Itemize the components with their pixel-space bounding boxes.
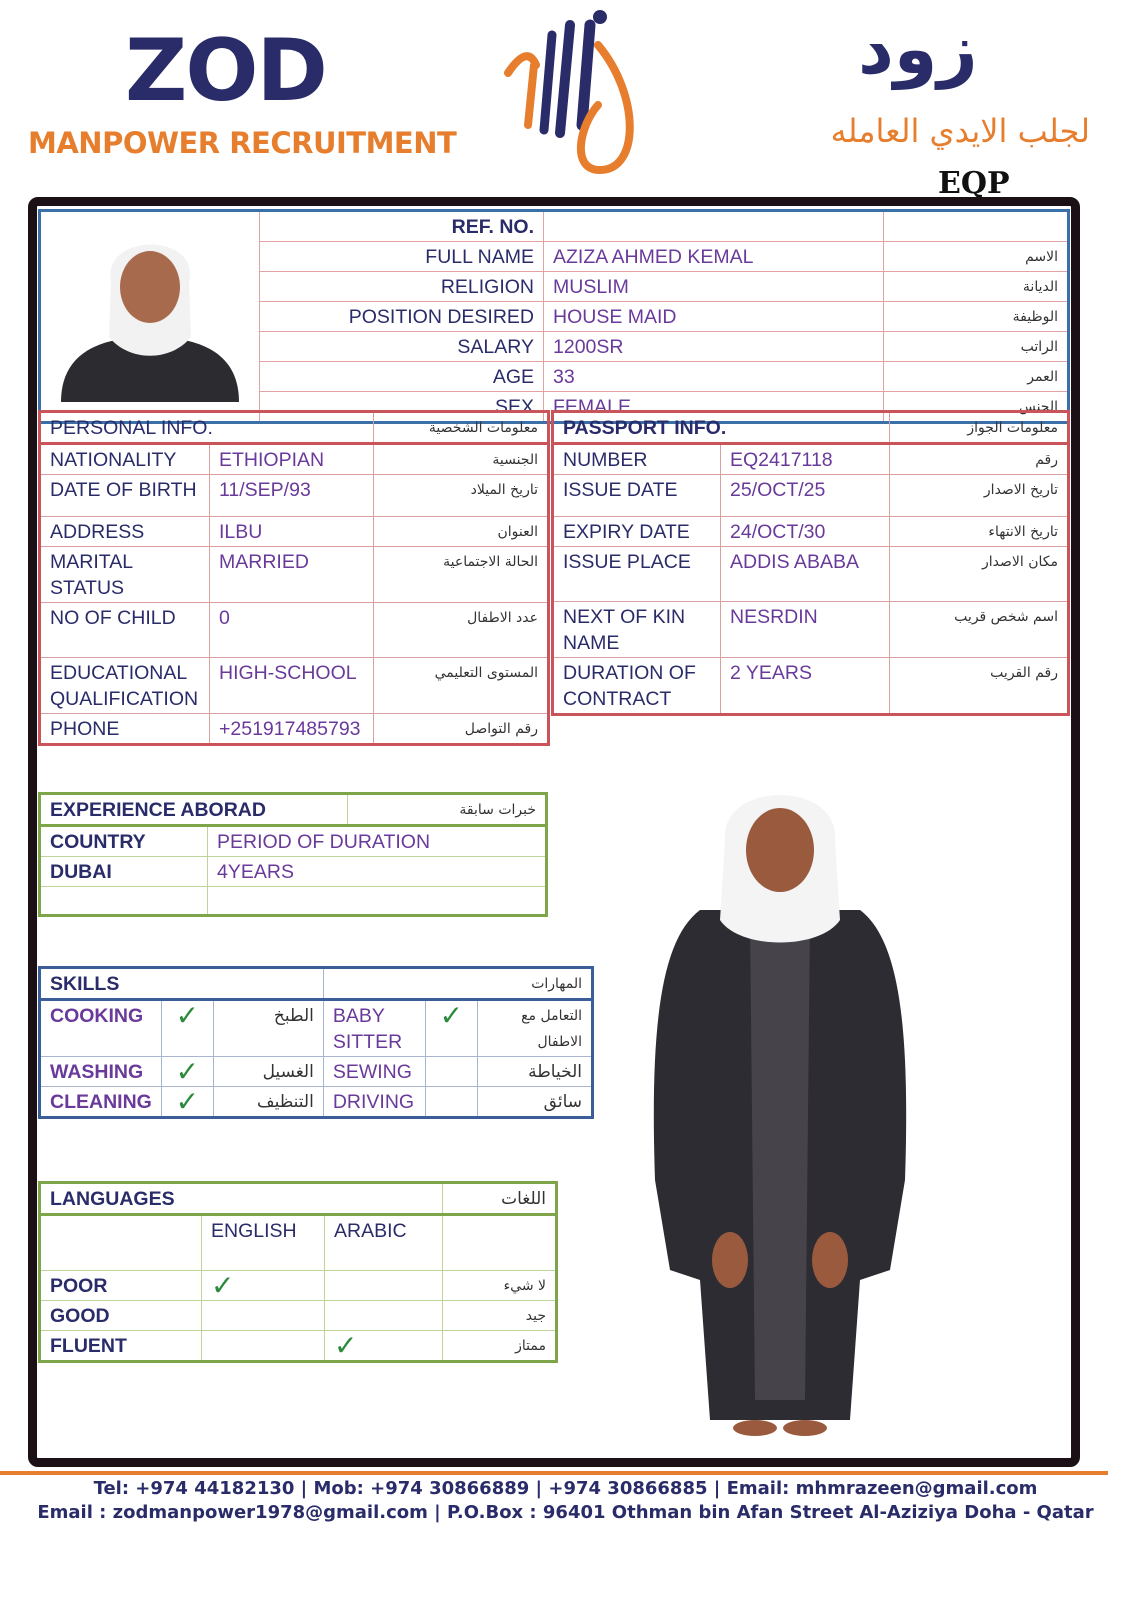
skill-cooking-ar: الطبخ xyxy=(213,1000,323,1057)
level-poor-ar: لا شيء xyxy=(443,1271,557,1301)
children-label: NO OF CHILD xyxy=(40,603,210,658)
expiry-date-ar: تاريخ الانتهاء xyxy=(890,517,1069,547)
children-ar: عدد الاطفال xyxy=(374,603,549,658)
contract-duration-ar: رقم القريب xyxy=(890,658,1069,715)
level-fluent: FLUENT xyxy=(40,1331,202,1362)
full-name-ar: الاسم xyxy=(884,242,1069,272)
footer-address-line: Email : zodmanpower1978@gmail.com | P.O.Box : 96401 Othman bin Afan Street Al-Aziziya Doha - Qatar xyxy=(37,1502,1094,1523)
nationality-label: NATIONALITY xyxy=(40,444,210,475)
arabic-header: ARABIC xyxy=(325,1215,443,1271)
address-value: ILBU xyxy=(210,517,374,547)
education-ar: المستوى التعليمي xyxy=(374,658,549,714)
religion-ar: الديانة xyxy=(884,272,1069,302)
full-name-label: FULL NAME xyxy=(260,242,544,272)
issue-date-value: 25/OCT/25 xyxy=(721,475,890,517)
skill-baby-sitter-ar: التعامل مع الاطفال xyxy=(477,1000,592,1057)
issue-place-label: ISSUE PLACE xyxy=(553,547,721,602)
marital-status-label: MARITAL STATUS xyxy=(40,547,210,603)
experience-table xyxy=(38,792,548,917)
skill-washing-ar: الغسيل xyxy=(213,1057,323,1087)
phone-ar: رقم التواصل xyxy=(374,714,549,745)
languages-title-ar: اللغات xyxy=(443,1183,557,1215)
period-header: PERIOD OF DURATION xyxy=(208,826,547,857)
next-of-kin-ar: اسم شخص قريب xyxy=(890,602,1069,658)
address-label: ADDRESS xyxy=(40,517,210,547)
skill-sewing-ar: الخياطة xyxy=(477,1057,592,1087)
brand-subtitle: MANPOWER RECRUITMENT xyxy=(28,126,457,160)
salary-label: SALARY xyxy=(260,332,544,362)
experience-country: DUBAI xyxy=(40,857,208,887)
skill-cleaning: CLEANING xyxy=(40,1087,162,1118)
religion-label: RELIGION xyxy=(260,272,544,302)
next-of-kin-value: NESRDIN xyxy=(721,602,890,658)
marital-status-ar: الحالة الاجتماعية xyxy=(374,547,549,603)
full-name-value: AZIZA AHMED KEMAL xyxy=(544,242,884,272)
full-body-photo xyxy=(640,780,920,1440)
level-good: GOOD xyxy=(40,1301,202,1331)
marital-status-value: MARRIED xyxy=(210,547,374,603)
address-ar: العنوان xyxy=(374,517,549,547)
passport-info-table xyxy=(551,410,1070,716)
fluent-arabic-check-icon: ✓ xyxy=(325,1331,443,1362)
personal-info-table xyxy=(38,410,550,746)
country-header: COUNTRY xyxy=(40,826,208,857)
experience-row xyxy=(40,857,547,887)
expiry-date-value: 24/OCT/30 xyxy=(721,517,890,547)
education-label: EDUCATIONAL QUALIFICATION xyxy=(40,658,210,714)
experience-title: EXPERIENCE ABORAD xyxy=(40,794,348,826)
profile-table xyxy=(38,209,1070,424)
position-value: HOUSE MAID xyxy=(544,302,884,332)
salary-ar: الراتب xyxy=(884,332,1069,362)
contract-duration-label: DURATION OF CONTRACT xyxy=(553,658,721,715)
skill-baby-sitter: BABY SITTER xyxy=(323,1000,425,1057)
position-ar: الوظيفة xyxy=(884,302,1069,332)
experience-period: 4YEARS xyxy=(208,857,547,887)
phone-value: +251917485793 xyxy=(210,714,374,745)
washing-check-icon: ✓ xyxy=(161,1057,213,1087)
skill-washing: WASHING xyxy=(40,1057,162,1087)
age-label: AGE xyxy=(260,362,544,392)
skills-table xyxy=(38,966,594,1119)
languages-table xyxy=(38,1181,558,1363)
company-logo-icon xyxy=(500,5,640,180)
english-header: ENGLISH xyxy=(202,1215,325,1271)
brand-logo-text: ZOD xyxy=(125,21,326,121)
dob-value: 11/SEP/93 xyxy=(210,475,374,517)
passport-info-title-ar: معلومات الجواز xyxy=(890,412,1069,444)
portrait-photo xyxy=(41,212,259,402)
expiry-date-label: EXPIRY DATE xyxy=(553,517,721,547)
personal-info-title-ar: معلومات الشخصية xyxy=(374,412,549,444)
sex-label: SEX xyxy=(260,392,544,423)
issue-place-ar: مكان الاصدار xyxy=(890,547,1069,602)
sex-ar: الجنس xyxy=(884,392,1069,423)
eqp-code: EQP xyxy=(938,166,1010,201)
age-ar: العمر xyxy=(884,362,1069,392)
position-label: POSITION DESIRED xyxy=(260,302,544,332)
level-good-ar: جيد xyxy=(443,1301,557,1331)
skill-driving-ar: سائق xyxy=(477,1087,592,1118)
salary-value: 1200SR xyxy=(544,332,884,362)
passport-info-title: PASSPORT INFO. xyxy=(553,412,890,444)
level-fluent-ar: ممتاز xyxy=(443,1331,557,1362)
cleaning-check-icon: ✓ xyxy=(161,1087,213,1118)
experience-title-ar: خبرات سابقة xyxy=(348,794,547,826)
issue-place-value: ADDIS ABABA xyxy=(721,547,890,602)
footer-divider xyxy=(0,1471,1108,1475)
nationality-ar: الجنسية xyxy=(374,444,549,475)
arabic-subtitle: لجلب الايدي العامله xyxy=(830,112,1090,150)
baby-sitter-check-icon: ✓ xyxy=(425,1000,477,1057)
skill-cleaning-ar: التنظيف xyxy=(213,1087,323,1118)
skill-driving: DRIVING xyxy=(323,1087,425,1118)
nationality-value: ETHIOPIAN xyxy=(210,444,374,475)
age-value: 33 xyxy=(544,362,884,392)
skills-title-ar: المهارات xyxy=(323,968,592,1000)
ref-label: REF. NO. xyxy=(260,211,544,242)
issue-date-label: ISSUE DATE xyxy=(553,475,721,517)
skills-title: SKILLS xyxy=(40,968,324,1000)
dob-ar: تاريخ الميلاد xyxy=(374,475,549,517)
religion-value: MUSLIM xyxy=(544,272,884,302)
passport-number-label: NUMBER xyxy=(553,444,721,475)
arabic-brand: زود xyxy=(858,8,978,90)
languages-title: LANGUAGES xyxy=(40,1183,443,1215)
next-of-kin-label: NEXT OF KIN NAME xyxy=(553,602,721,658)
poor-english-check-icon: ✓ xyxy=(202,1271,325,1301)
phone-label: PHONE xyxy=(40,714,210,745)
dob-label: DATE OF BIRTH xyxy=(40,475,210,517)
children-value: 0 xyxy=(210,603,374,658)
passport-number-value: EQ2417118 xyxy=(721,444,890,475)
skill-sewing: SEWING xyxy=(323,1057,425,1087)
cooking-check-icon: ✓ xyxy=(161,1000,213,1057)
sex-value: FEMALE xyxy=(544,392,884,423)
contract-duration-value: 2 YEARS xyxy=(721,658,890,715)
education-value: HIGH-SCHOOL xyxy=(210,658,374,714)
footer-contact-line: Tel: +974 44182130 | Mob: +974 30866889 | +974 30866885 | Email: mhmrazeen@gmail.com xyxy=(93,1478,1038,1499)
skill-cooking: COOKING xyxy=(40,1000,162,1057)
passport-number-ar: رقم xyxy=(890,444,1069,475)
issue-date-ar: تاريخ الاصدار xyxy=(890,475,1069,517)
level-poor: POOR xyxy=(40,1271,202,1301)
ref-value xyxy=(544,211,884,242)
portrait-photo-cell xyxy=(40,211,260,423)
personal-info-title: PERSONAL INFO. xyxy=(40,412,374,444)
